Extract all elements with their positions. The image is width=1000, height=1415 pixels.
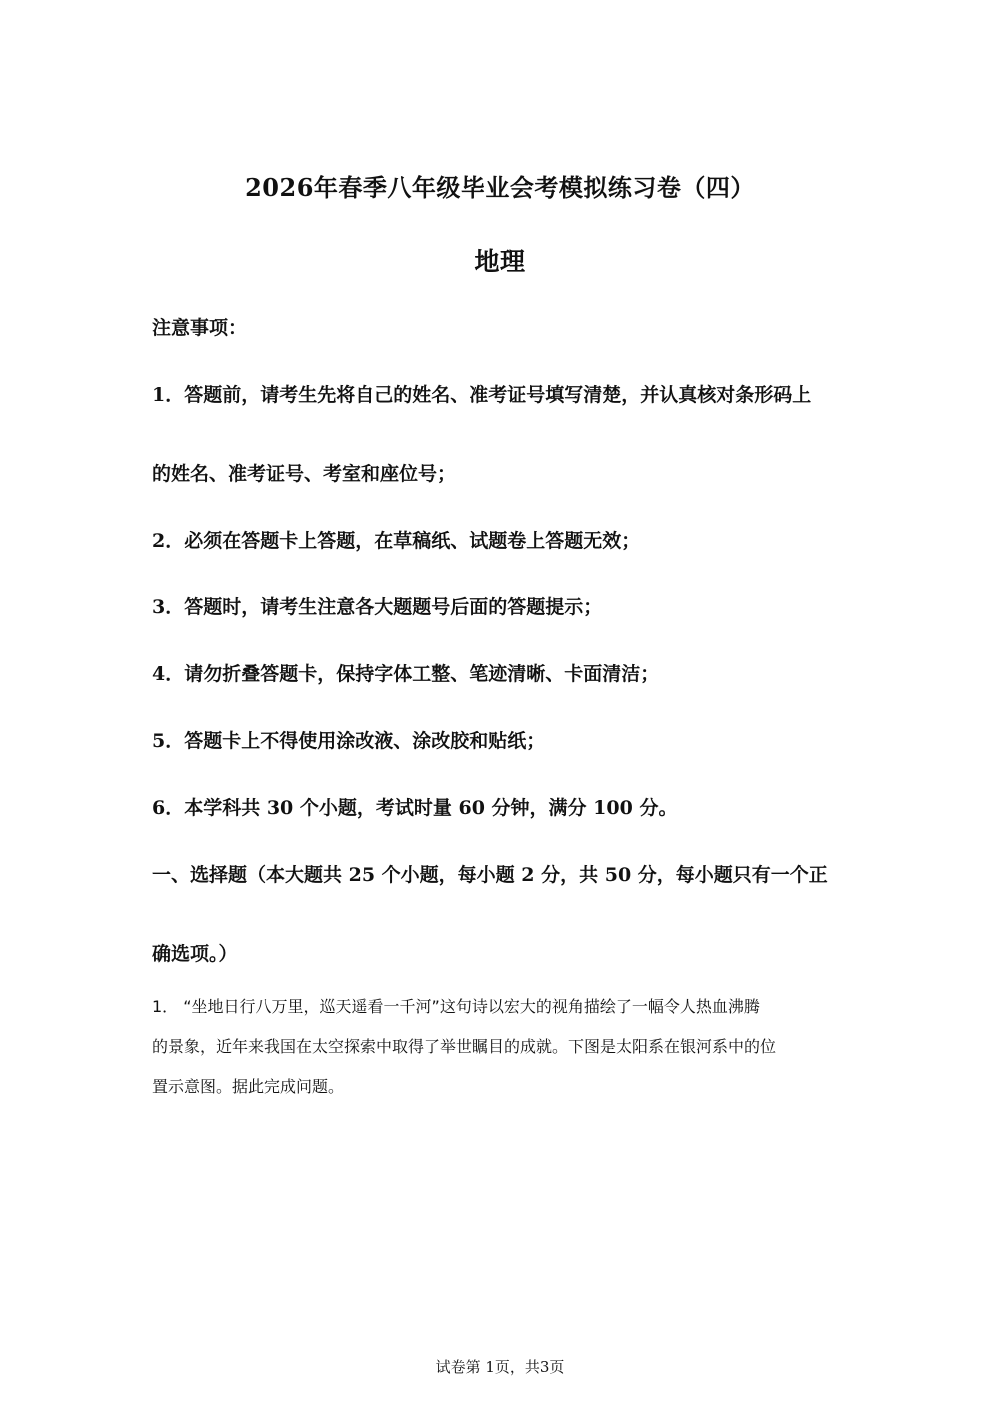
notice-item-2: 2．必须在答题卡上答题，在草稿纸、试题卷上答题无效； <box>152 530 641 552</box>
subject-title: 地理 <box>474 247 526 276</box>
section-1-heading: 一、选择题（本大题共 25 个小题，每小题 2 分，共 50 分，每小题只有一个正 <box>152 864 828 886</box>
notice-item-1-continued: 的姓名、准考证号、考室和座位号； <box>152 463 457 485</box>
notice-item-3: 3．答题时，请考生注意各大题题号后面的答题提示； <box>152 596 603 618</box>
page-footer: 试卷第 1页，共3页 <box>435 1358 565 1376</box>
notice-item-4: 4．请勿折叠答题卡，保持字体工整、笔迹清晰、卡面清洁； <box>152 663 660 685</box>
question-1-line-3: 置示意图。据此完成问题。 <box>152 1077 345 1096</box>
question-1-line-1: 1． “坐地日行八万里，巡天遥看一千河”这句诗以宏大的视角描绘了一幅令人热血沸腾 <box>152 997 760 1016</box>
notice-item-5: 5．答题卡上不得使用涂改液、涂改胶和贴纸； <box>152 730 546 752</box>
notice-item-6: 6．本学科共 30 个小题，考试时量 60 分钟，满分 100 分。 <box>152 797 678 819</box>
notice-item-1: 1．答题前，请考生先将自己的姓名、准考证号填写清楚，并认真核对条形码上 <box>152 384 812 406</box>
section-1-heading-continued: 确选项。） <box>152 943 238 965</box>
question-1-line-2: 的景象，近年来我国在太空探索中取得了举世瞩目的成就。下图是太阳系在银河系中的位 <box>152 1037 777 1056</box>
notice-heading: 注意事项： <box>152 317 248 339</box>
exam-title: 2026年春季八年级毕业会考模拟练习卷（四） <box>245 173 755 202</box>
